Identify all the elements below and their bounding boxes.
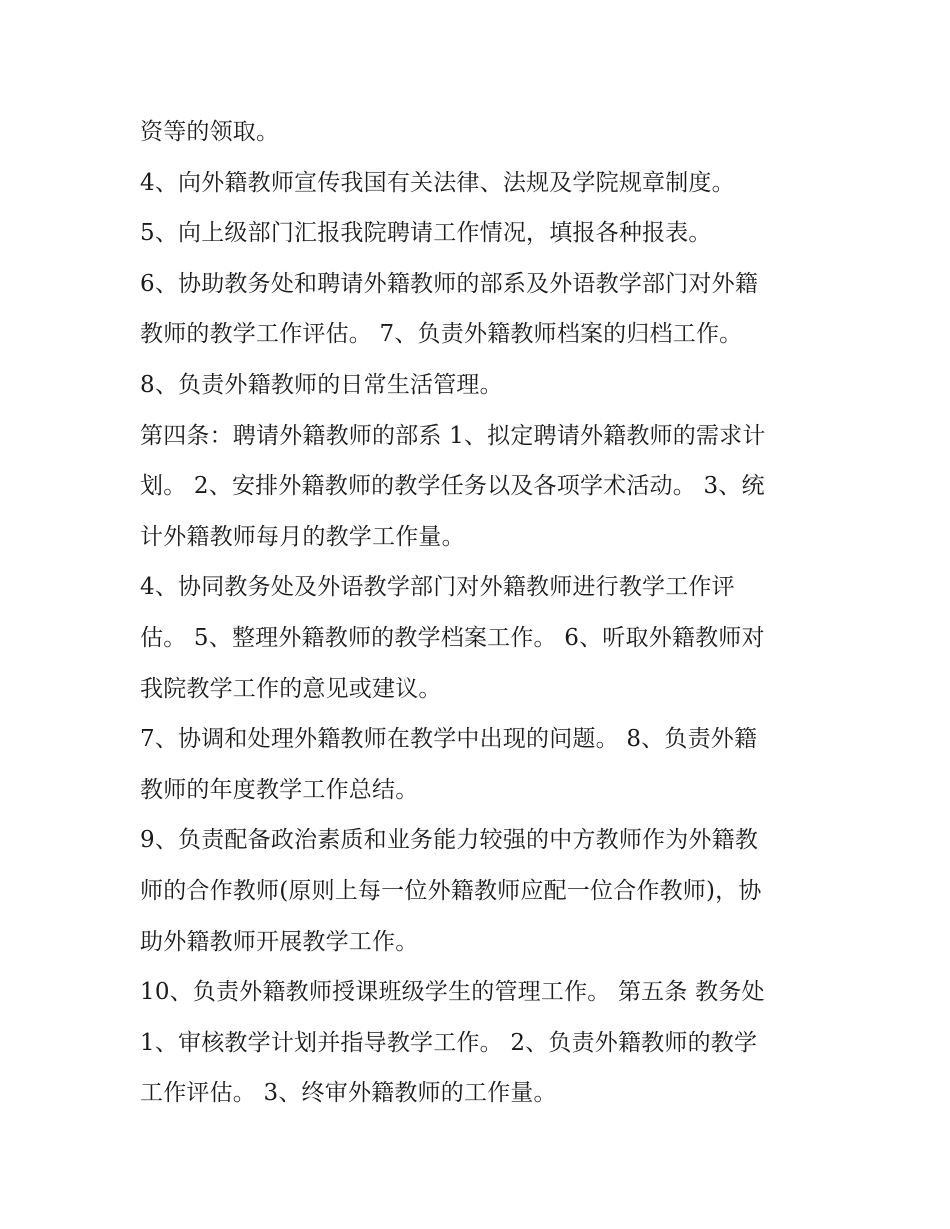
- text-line: 教师的年度教学工作总结。: [140, 776, 419, 803]
- text-line: 4、向外籍教师宣传我国有关法律、法规及学院规章制度。: [140, 169, 735, 196]
- text-line: 8、负责外籍教师的日常生活管理。: [140, 371, 503, 398]
- text-line: 师的合作教师(原则上每一位外籍教师应配一位合作教师)，协: [140, 877, 762, 904]
- text-line: 10、负责外籍教师授课班级学生的管理工作。 第五条 教务处: [140, 979, 765, 1006]
- text-line: 计外籍教师每月的教学工作量。: [140, 523, 465, 550]
- text-line: 工作评估。 3、终审外籍教师的工作量。: [140, 1080, 557, 1107]
- text-line: 资等的领取。: [140, 119, 280, 145]
- text-line: 5、向上级部门汇报我院聘请工作情况，填报各种报表。: [140, 220, 712, 247]
- text-line: 第四条：聘请外籍教师的部系 1、拟定聘请外籍教师的需求计: [140, 422, 766, 449]
- text-line: 4、协同教务处及外语教学部门对外籍教师进行教学工作评: [140, 574, 735, 601]
- text-line: 估。 5、整理外籍教师的教学档案工作。 6、听取外籍教师对: [140, 624, 765, 651]
- text-line: 7、协调和处理外籍教师在教学中出现的问题。 8、负责外籍: [140, 726, 758, 753]
- text-line: 划。 2、安排外籍教师的教学任务以及各项学术活动。 3、统: [140, 473, 765, 500]
- text-line: 6、协助教务处和聘请外籍教师的部系及外语教学部门对外籍: [140, 270, 759, 297]
- text-line: 1、审核教学计划并指导教学工作。 2、负责外籍教师的教学: [140, 1029, 758, 1056]
- text-line: 助外籍教师开展教学工作。: [140, 928, 419, 955]
- text-line: 9、负责配备政治素质和业务能力较强的中方教师作为外籍教: [140, 827, 759, 854]
- text-line: 教师的教学工作评估。 7、负责外籍教师档案的归档工作。: [140, 321, 743, 348]
- text-line: 我院教学工作的意见或建议。: [140, 675, 442, 702]
- document-body: [140, 107, 820, 1119]
